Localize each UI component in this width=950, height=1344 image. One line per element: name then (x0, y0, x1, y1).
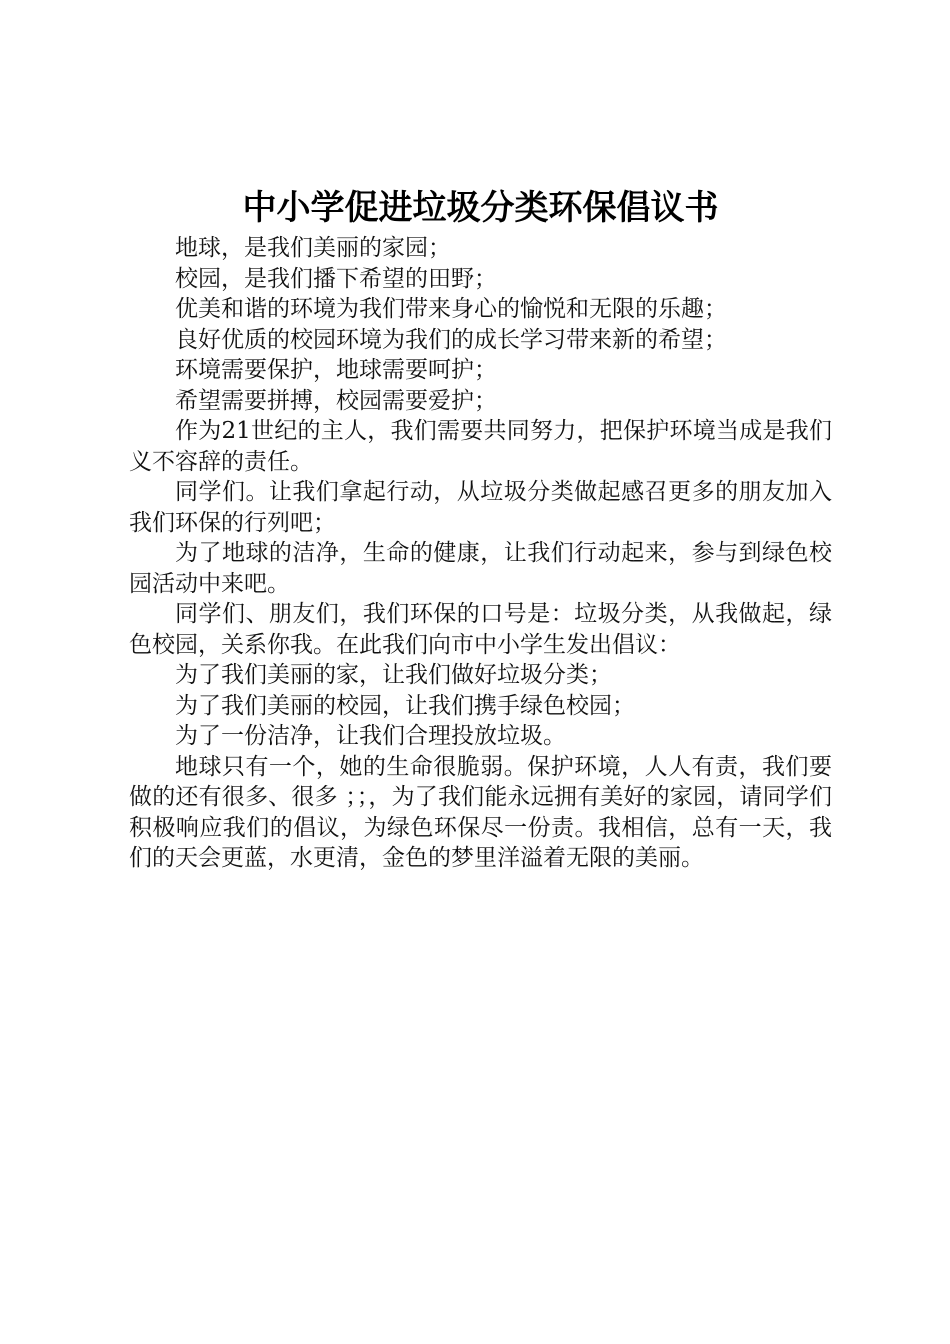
paragraph-13: 为了一份洁净，让我们合理投放垃圾。 (175, 723, 566, 749)
document-page (129, 0, 832, 1344)
paragraph-14: 地球只有一个，她的生命很脆弱。保护环境，人人有责，我们要做的还有很多、很多 ；；，为了我们能永远拥有美好的家园，请同学们积极响应我们的倡议，为绿色环保尽一份责。我相信，总有一天，我们的天会更蓝，水更清，金色的梦里洋溢着无限的美丽。 (129, 753, 832, 871)
paragraph-1: 地球，是我们美丽的家园； (175, 235, 451, 261)
paragraph-7: 作为21世纪的主人，我们需要共同努力，把保护环境当成是我们义不容辞的责任。 (129, 418, 832, 475)
paragraph-10: 同学们、朋友们，我们环保的口号是：垃圾分类，从我做起，绿色校园，关系你我。在此我们向市中小学生发出倡议： (129, 601, 832, 658)
paragraph-5: 环境需要保护，地球需要呵护； (175, 357, 497, 383)
paragraph-12: 为了我们美丽的校园，让我们携手绿色校园； (175, 692, 635, 719)
paragraph-11: 为了我们美丽的家，让我们做好垃圾分类； (175, 662, 612, 688)
document-body (129, 233, 832, 874)
paragraph-9: 为了地球的洁净，生命的健康，让我们行动起来，参与到绿色校园活动中来吧。 (129, 540, 832, 597)
paragraph-2: 校园，是我们播下希望的田野； (175, 265, 497, 292)
paragraph-6: 希望需要拼搏，校园需要爱护； (175, 387, 497, 414)
paragraph-4: 良好优质的校园环境为我们的成长学习带来新的希望； (175, 326, 727, 353)
document-title: 中小学促进垃圾分类环保倡议书 (242, 188, 719, 228)
paragraph-3: 优美和谐的环境为我们带来身心的愉悦和无限的乐趣； (175, 296, 727, 322)
paragraph-8: 同学们。让我们拿起行动，从垃圾分类做起感召更多的朋友加入我们环保的行列吧； (129, 479, 832, 536)
